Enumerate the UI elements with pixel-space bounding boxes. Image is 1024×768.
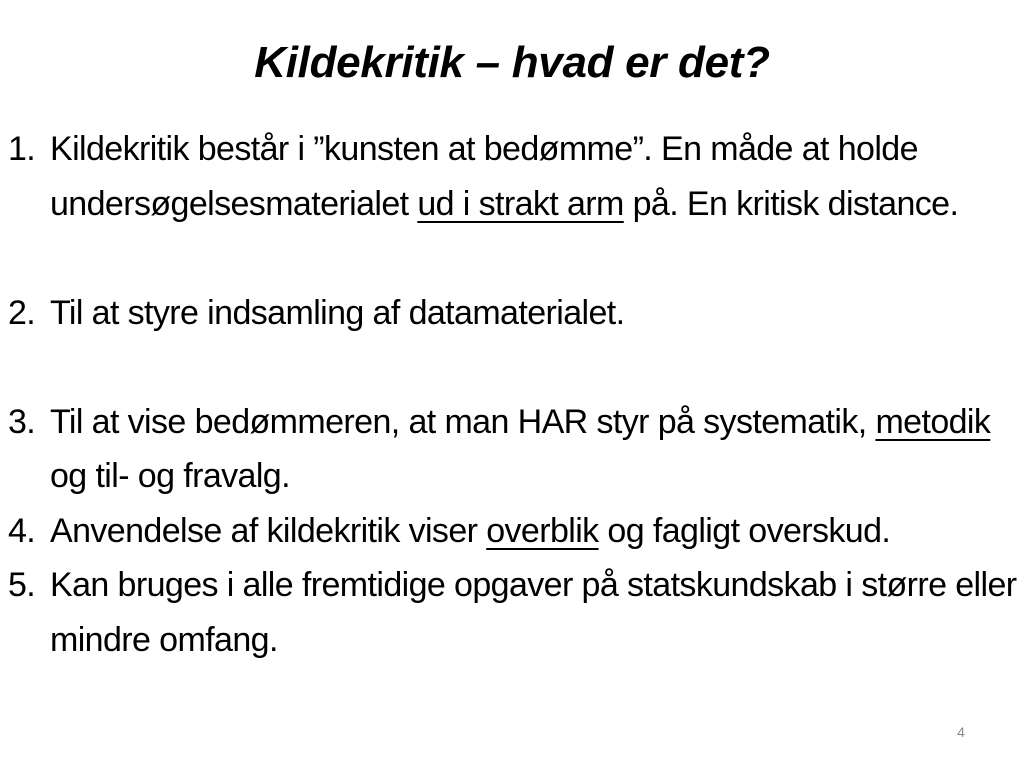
underlined-phrase: overblik bbox=[486, 511, 599, 550]
numbered-list bbox=[8, 122, 1018, 667]
list-item-number: 2. bbox=[8, 293, 36, 332]
list-item-1 bbox=[8, 122, 1018, 231]
list-item-5 bbox=[8, 558, 1018, 667]
list-item-text: Kan bruges i alle fremtidige opgaver på statskundskab i større eller mindre omfang. bbox=[50, 566, 1017, 659]
list-item-text: Kildekritik består i ”kunsten at bedømme”. En måde at holde undersøgelsesmaterialet ud i strakt arm på. En kritisk distance. bbox=[50, 130, 959, 223]
list-item-number: 5. bbox=[8, 566, 36, 604]
list-item-4 bbox=[8, 504, 1018, 559]
page-number: 4 bbox=[957, 724, 965, 740]
list-item-number: 3. bbox=[8, 402, 36, 441]
list-item-2 bbox=[8, 286, 1018, 341]
list-item-number: 4. bbox=[8, 511, 36, 550]
list-item-text: Til at styre indsamling af datamaterialet. bbox=[50, 293, 625, 332]
list-item-number: 1. bbox=[8, 130, 36, 168]
list-spacer bbox=[8, 340, 1018, 395]
list-item-3 bbox=[8, 395, 1018, 504]
list-item-text: Anvendelse af kildekritik viser overblik og fagligt overskud. bbox=[50, 511, 891, 550]
underlined-phrase: ud i strakt arm bbox=[417, 184, 624, 223]
slide-title: Kildekritik – hvad er det? bbox=[254, 38, 770, 87]
underlined-phrase: metodik bbox=[875, 402, 991, 441]
list-item-text: Til at vise bedømmeren, at man HAR styr på systematik, metodik og til- og fravalg. bbox=[50, 402, 991, 495]
list-spacer bbox=[8, 231, 1018, 286]
